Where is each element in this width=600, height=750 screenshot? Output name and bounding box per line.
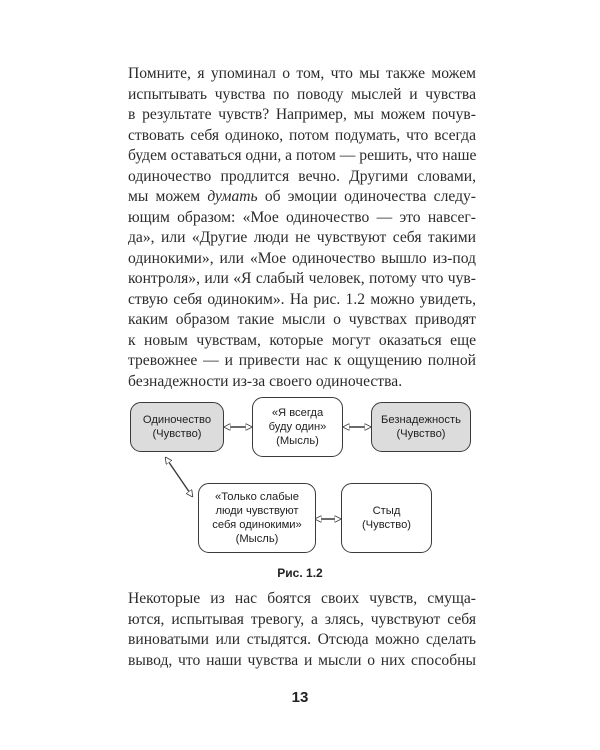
text-line: каким образом такие мысли о чувствах приводят — [128, 311, 476, 328]
figure-caption: Рис. 1.2 — [277, 566, 323, 580]
text-line: да», или «Другие люди не чувствуют себя такими — [128, 229, 476, 246]
text-line: виноватыми или стыдятся. Отсюда можно сделать — [128, 631, 476, 648]
arrow-only-weak-loneliness — [166, 458, 192, 496]
text-segment: мы можем — [128, 188, 201, 205]
node-shame — [341, 483, 432, 553]
node-label: Одиночество (Чувство) — [142, 414, 212, 440]
node-hopelessness — [371, 402, 471, 452]
node-always-alone — [252, 397, 343, 457]
node-label: Безнадежность (Чувство) — [381, 414, 461, 440]
text-line: ствовать себя одиноко, потом подумать, что всегда — [128, 126, 476, 144]
page-number: 13 — [291, 689, 309, 706]
text-line: будем оставаться одни, а потом — решить, что наше — [128, 147, 477, 164]
text-line: в результате чувств? Например, мы можем почув- — [128, 106, 476, 123]
text-line: безнадежности из-за своего одиночества. — [128, 372, 403, 390]
text-line: ствую себя одиноким». На рис. 1.2 можно увидеть, — [128, 290, 476, 308]
paragraph-2 — [128, 589, 476, 671]
italic-word: думать — [207, 188, 258, 205]
text-line: к новым чувствам, которые могут оказаться еще — [128, 331, 476, 349]
text-line: испытывать чувства по поводу мыслей и чувства — [128, 85, 476, 103]
text-line — [128, 187, 476, 208]
node-label: Стыд (Чувство) — [361, 505, 412, 531]
text-line: вывод, что наши чувства и мысли о них способны — [128, 651, 476, 669]
node-loneliness — [130, 402, 224, 452]
text-line: Помните, я упоминал о том, что мы также можем — [128, 65, 476, 82]
text-line: одинокими», или «Мое одиночество вышло из-под — [128, 249, 476, 267]
text-line: тревожнее — и привести нас к ощущению полной — [128, 352, 476, 369]
node-label: «Я всегда буду один» (Мысль) — [268, 407, 327, 447]
node-only-weak — [198, 483, 316, 553]
text-line: одиночество продлится вечно. Другими словами, — [128, 167, 476, 185]
text-segment: об эмоции одиночества следу- — [264, 188, 476, 205]
node-label: «Только слабые люди чувствуют себя одинокими» (Мысль) — [212, 491, 302, 545]
text-line: ются, испытывая тревогу, а злясь, чувствуют себя — [128, 610, 476, 628]
figure-diagram — [126, 394, 476, 564]
paragraph-1 — [128, 64, 476, 392]
text-line: контроля», или «Я слабый человек, потому что чув- — [128, 270, 476, 287]
text-line: Некоторые из нас боятся своих чувств, смуща- — [128, 590, 476, 607]
text-line: ющим образом: «Мое одиночество — это навсег- — [128, 208, 476, 226]
